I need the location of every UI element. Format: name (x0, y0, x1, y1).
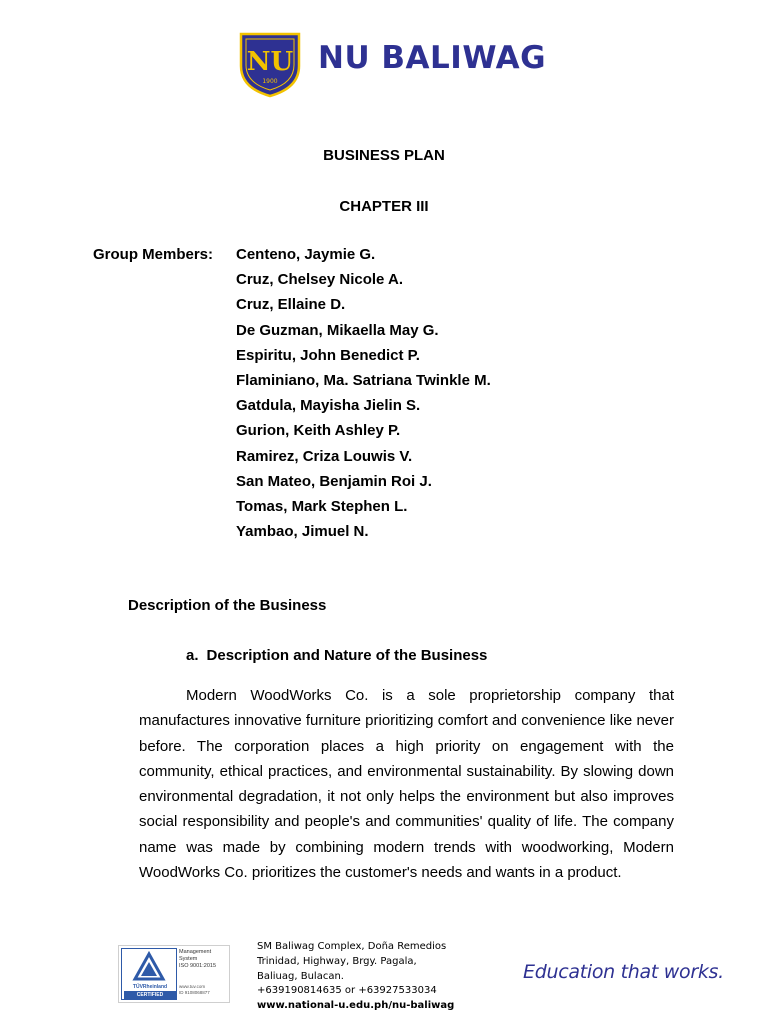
member-name: Centeno, Jaymie G. (236, 246, 376, 263)
member-name: Espiritu, John Benedict P. (236, 346, 420, 364)
sub-heading-letter: a. (186, 647, 199, 664)
tagline: Education that works. (523, 961, 724, 983)
member-name: Gurion, Keith Ashley P. (236, 422, 401, 440)
body-paragraph: Modern WoodWorks Co. is a sole proprietorship company that manufactures innovative furniture prioritizing comfort and convenience like never before. The corporation places a high priority on engagement with the community, ethical practices, and environmental sustainability. By slowing down environmental degradation, it not only helps the environment but also improves social responsibility and people's and communities' quality of life. The company name was made by combining modern trends with woodworking, Modern WoodWorks Co. prioritizes the customer's needs and wants in a product. (139, 687, 674, 882)
chapter-title: CHAPTER III (339, 198, 429, 215)
cert-badge-label: CERTIFIED (124, 991, 176, 999)
member-name: De Guzman, Mikaella May G. (236, 321, 439, 339)
member-name: Gatdula, Mayisha Jielin S. (236, 397, 421, 415)
sub-heading (186, 647, 487, 664)
brand-name: NU BALIWAG (318, 40, 547, 76)
address-line: Baliuag, Bulacan. (257, 970, 344, 982)
sub-heading-text: Description and Nature of the Business (206, 647, 488, 664)
document-title: BUSINESS PLAN (323, 147, 445, 164)
cert-web-line: www.tuv.com (179, 984, 206, 989)
website-link[interactable]: www.national-u.edu.ph/nu-baliwag (257, 1000, 455, 1012)
svg-text:1900: 1900 (262, 78, 278, 85)
svg-text:NU: NU (246, 47, 294, 77)
member-name: Tomas, Mark Stephen L. (236, 497, 408, 515)
iso-certification-badge (118, 945, 230, 1003)
member-name: Flaminiano, Ma. Satriana Twinkle M. (236, 371, 491, 389)
cert-line: ISO 9001:2015 (179, 963, 217, 969)
cert-web-line: ID 9108068877 (179, 990, 210, 995)
cert-info (179, 949, 227, 970)
cert-web (179, 984, 210, 996)
members-list (236, 246, 491, 548)
address-line: Trinidad, Highway, Brgy. Pagala, (257, 955, 417, 967)
members-label: Group Members: (93, 246, 214, 263)
member-name: Cruz, Ellaine D. (236, 296, 346, 314)
member-name: Yambao, Jimuel N. (236, 523, 369, 541)
cert-line: Management (179, 949, 212, 955)
nu-seal-logo (235, 28, 305, 98)
member-name: Cruz, Chelsey Nicole A. (236, 271, 403, 289)
phone-line: +639190814635 or +63927533034 (257, 985, 437, 997)
cert-brand: TÜVRheinland (132, 984, 168, 990)
member-name: San Mateo, Benjamin Roi J. (236, 472, 432, 490)
address-line: SM Baliwag Complex, Doña Remedios (257, 941, 447, 952)
section-heading: Description of the Business (128, 597, 327, 614)
letterhead (0, 26, 768, 98)
tuv-logo (121, 948, 177, 1000)
footer-address (257, 940, 454, 1014)
cert-line: System (179, 956, 198, 962)
member-name: Ramirez, Criza Louwis V. (236, 447, 413, 465)
